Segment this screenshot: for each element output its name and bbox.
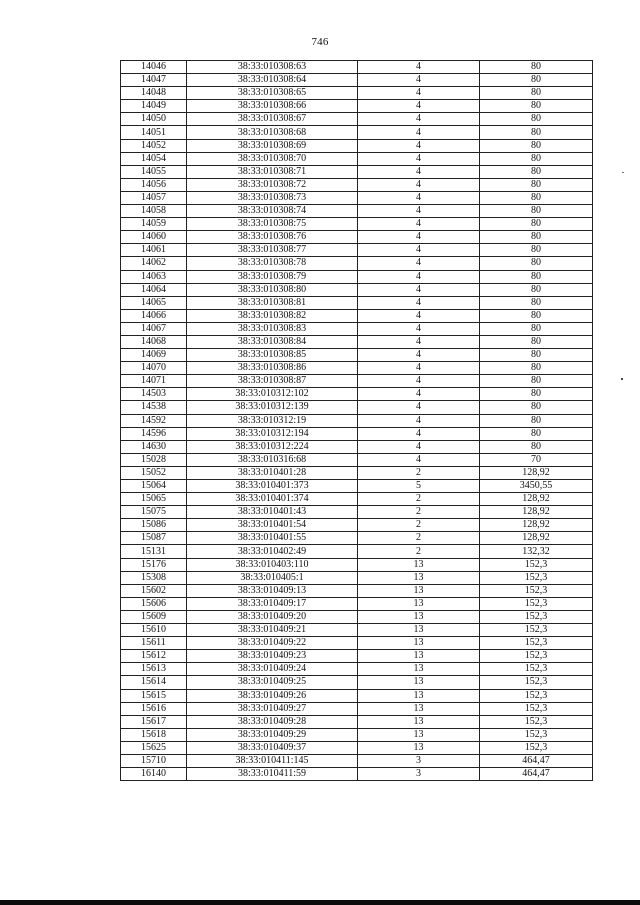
category-cell: 4 (358, 388, 480, 401)
value-cell: 80 (480, 322, 593, 335)
category-cell: 2 (358, 506, 480, 519)
category-cell: 4 (358, 322, 480, 335)
row-number-cell: 15710 (121, 754, 187, 767)
row-number-cell: 15616 (121, 702, 187, 715)
category-cell: 4 (358, 362, 480, 375)
cadastral-number-cell: 38:33:010409:23 (187, 650, 358, 663)
category-cell: 5 (358, 480, 480, 493)
row-number-cell: 14046 (121, 61, 187, 74)
cadastral-number-cell: 38:33:010411:59 (187, 768, 358, 781)
row-number-cell: 15065 (121, 493, 187, 506)
cadastral-number-cell: 38:33:010308:66 (187, 100, 358, 113)
cadastral-number-cell: 38:33:010409:20 (187, 610, 358, 623)
table-row (121, 427, 593, 440)
row-number-cell: 14063 (121, 270, 187, 283)
category-cell: 4 (358, 61, 480, 74)
cadastral-number-cell: 38:33:010308:76 (187, 231, 358, 244)
table-row (121, 506, 593, 519)
table-row (121, 702, 593, 715)
table-row (121, 741, 593, 754)
row-number-cell: 14050 (121, 113, 187, 126)
value-cell: 152,3 (480, 728, 593, 741)
table-row (121, 728, 593, 741)
table-row (121, 296, 593, 309)
row-number-cell: 15611 (121, 637, 187, 650)
category-cell: 4 (358, 296, 480, 309)
cadastral-number-cell: 38:33:010411:145 (187, 754, 358, 767)
value-cell: 80 (480, 270, 593, 283)
category-cell: 4 (358, 139, 480, 152)
value-cell: 80 (480, 283, 593, 296)
value-cell: 80 (480, 375, 593, 388)
table-row (121, 257, 593, 270)
cadastral-number-cell: 38:33:010409:21 (187, 624, 358, 637)
category-cell: 4 (358, 270, 480, 283)
row-number-cell: 15618 (121, 728, 187, 741)
row-number-cell: 15176 (121, 558, 187, 571)
cadastral-number-cell: 38:33:010401:55 (187, 532, 358, 545)
value-cell: 80 (480, 401, 593, 414)
table-row (121, 597, 593, 610)
row-number-cell: 15613 (121, 663, 187, 676)
value-cell: 80 (480, 126, 593, 139)
row-number-cell: 15606 (121, 597, 187, 610)
category-cell: 4 (358, 244, 480, 257)
table-row (121, 519, 593, 532)
row-number-cell: 14071 (121, 375, 187, 388)
cadastral-number-cell: 38:33:010308:70 (187, 152, 358, 165)
row-number-cell: 14052 (121, 139, 187, 152)
table-row (121, 650, 593, 663)
value-cell: 80 (480, 218, 593, 231)
table-row (121, 440, 593, 453)
category-cell: 13 (358, 558, 480, 571)
cadastral-number-cell: 38:33:010409:29 (187, 728, 358, 741)
cadastral-number-cell: 38:33:010312:19 (187, 414, 358, 427)
cadastral-number-cell: 38:33:010308:83 (187, 322, 358, 335)
cadastral-number-cell: 38:33:010308:68 (187, 126, 358, 139)
row-number-cell: 14630 (121, 440, 187, 453)
category-cell: 13 (358, 650, 480, 663)
row-number-cell: 15614 (121, 676, 187, 689)
table-row (121, 322, 593, 335)
table-row (121, 453, 593, 466)
table-row (121, 768, 593, 781)
scan-speck (621, 378, 623, 380)
cadastral-number-cell: 38:33:010312:224 (187, 440, 358, 453)
row-number-cell: 16140 (121, 768, 187, 781)
table-row (121, 610, 593, 623)
cadastral-number-cell: 38:33:010308:71 (187, 165, 358, 178)
table-row (121, 309, 593, 322)
table-row (121, 61, 593, 74)
value-cell: 80 (480, 205, 593, 218)
category-cell: 4 (358, 113, 480, 126)
value-cell: 128,92 (480, 506, 593, 519)
table-row (121, 663, 593, 676)
value-cell: 128,92 (480, 493, 593, 506)
value-cell: 80 (480, 152, 593, 165)
row-number-cell: 14048 (121, 87, 187, 100)
value-cell: 152,3 (480, 676, 593, 689)
row-number-cell: 15052 (121, 466, 187, 479)
value-cell: 464,47 (480, 754, 593, 767)
value-cell: 80 (480, 74, 593, 87)
cadastral-number-cell: 38:33:010403:110 (187, 558, 358, 571)
cadastral-number-cell: 38:33:010312:102 (187, 388, 358, 401)
table-row (121, 493, 593, 506)
registry-table (120, 60, 593, 781)
row-number-cell: 15086 (121, 519, 187, 532)
row-number-cell: 15064 (121, 480, 187, 493)
value-cell: 152,3 (480, 689, 593, 702)
value-cell: 80 (480, 440, 593, 453)
row-number-cell: 14062 (121, 257, 187, 270)
row-number-cell: 14538 (121, 401, 187, 414)
value-cell: 152,3 (480, 715, 593, 728)
category-cell: 4 (358, 100, 480, 113)
value-cell: 70 (480, 453, 593, 466)
table-row (121, 689, 593, 702)
row-number-cell: 14069 (121, 349, 187, 362)
category-cell: 4 (358, 309, 480, 322)
value-cell: 128,92 (480, 532, 593, 545)
category-cell: 13 (358, 597, 480, 610)
cadastral-number-cell: 38:33:010308:64 (187, 74, 358, 87)
row-number-cell: 15308 (121, 571, 187, 584)
category-cell: 13 (358, 624, 480, 637)
cadastral-number-cell: 38:33:010401:373 (187, 480, 358, 493)
table-row (121, 231, 593, 244)
category-cell: 4 (358, 126, 480, 139)
value-cell: 80 (480, 191, 593, 204)
cadastral-number-cell: 38:33:010409:22 (187, 637, 358, 650)
row-number-cell: 14070 (121, 362, 187, 375)
cadastral-number-cell: 38:33:010308:65 (187, 87, 358, 100)
category-cell: 13 (358, 584, 480, 597)
table-row (121, 178, 593, 191)
cadastral-number-cell: 38:33:010401:54 (187, 519, 358, 532)
row-number-cell: 15609 (121, 610, 187, 623)
value-cell: 80 (480, 257, 593, 270)
table-row (121, 139, 593, 152)
cadastral-number-cell: 38:33:010409:17 (187, 597, 358, 610)
value-cell: 152,3 (480, 584, 593, 597)
value-cell: 152,3 (480, 558, 593, 571)
category-cell: 3 (358, 768, 480, 781)
category-cell: 13 (358, 689, 480, 702)
table-row (121, 335, 593, 348)
table-row (121, 401, 593, 414)
table-row (121, 466, 593, 479)
table-row (121, 375, 593, 388)
category-cell: 4 (358, 152, 480, 165)
row-number-cell: 14066 (121, 309, 187, 322)
category-cell: 13 (358, 610, 480, 623)
value-cell: 80 (480, 349, 593, 362)
category-cell: 4 (358, 218, 480, 231)
value-cell: 464,47 (480, 768, 593, 781)
table-row (121, 532, 593, 545)
row-number-cell: 15028 (121, 453, 187, 466)
category-cell: 13 (358, 571, 480, 584)
cadastral-number-cell: 38:33:010308:85 (187, 349, 358, 362)
table-row (121, 283, 593, 296)
table-row (121, 754, 593, 767)
category-cell: 3 (358, 754, 480, 767)
page-number: 746 (311, 36, 329, 48)
scan-speck (622, 172, 624, 173)
row-number-cell: 14055 (121, 165, 187, 178)
cadastral-number-cell: 38:33:010401:374 (187, 493, 358, 506)
table-row (121, 218, 593, 231)
category-cell: 4 (358, 453, 480, 466)
category-cell: 4 (358, 205, 480, 218)
category-cell: 13 (358, 702, 480, 715)
value-cell: 80 (480, 362, 593, 375)
value-cell: 152,3 (480, 663, 593, 676)
scan-bottom-edge (0, 900, 640, 905)
table-row (121, 571, 593, 584)
table-row (121, 388, 593, 401)
table-row (121, 558, 593, 571)
table-row (121, 87, 593, 100)
value-cell: 152,3 (480, 624, 593, 637)
value-cell: 80 (480, 165, 593, 178)
row-number-cell: 15617 (121, 715, 187, 728)
value-cell: 80 (480, 113, 593, 126)
category-cell: 4 (358, 375, 480, 388)
value-cell: 80 (480, 244, 593, 257)
category-cell: 4 (358, 335, 480, 348)
row-number-cell: 14059 (121, 218, 187, 231)
value-cell: 80 (480, 231, 593, 244)
row-number-cell: 14592 (121, 414, 187, 427)
table-row (121, 126, 593, 139)
category-cell: 4 (358, 283, 480, 296)
row-number-cell: 14061 (121, 244, 187, 257)
row-number-cell: 14057 (121, 191, 187, 204)
value-cell: 80 (480, 139, 593, 152)
value-cell: 80 (480, 296, 593, 309)
cadastral-number-cell: 38:33:010308:84 (187, 335, 358, 348)
cadastral-number-cell: 38:33:010308:75 (187, 218, 358, 231)
value-cell: 80 (480, 100, 593, 113)
category-cell: 13 (358, 715, 480, 728)
value-cell: 128,92 (480, 519, 593, 532)
category-cell: 2 (358, 532, 480, 545)
registry-table-body (121, 61, 593, 781)
value-cell: 80 (480, 427, 593, 440)
cadastral-number-cell: 38:33:010409:13 (187, 584, 358, 597)
row-number-cell: 15610 (121, 624, 187, 637)
cadastral-number-cell: 38:33:010409:24 (187, 663, 358, 676)
cadastral-number-cell: 38:33:010409:37 (187, 741, 358, 754)
cadastral-number-cell: 38:33:010308:87 (187, 375, 358, 388)
cadastral-number-cell: 38:33:010308:79 (187, 270, 358, 283)
cadastral-number-cell: 38:33:010308:73 (187, 191, 358, 204)
value-cell: 80 (480, 388, 593, 401)
category-cell: 4 (358, 74, 480, 87)
cadastral-number-cell: 38:33:010308:67 (187, 113, 358, 126)
cadastral-number-cell: 38:33:010308:63 (187, 61, 358, 74)
row-number-cell: 14064 (121, 283, 187, 296)
category-cell: 13 (358, 676, 480, 689)
value-cell: 152,3 (480, 637, 593, 650)
category-cell: 4 (358, 427, 480, 440)
table-row (121, 113, 593, 126)
category-cell: 4 (358, 257, 480, 270)
table-row (121, 584, 593, 597)
table-row (121, 414, 593, 427)
value-cell: 152,3 (480, 610, 593, 623)
table-row (121, 270, 593, 283)
cadastral-number-cell: 38:33:010401:28 (187, 466, 358, 479)
table-row (121, 244, 593, 257)
cadastral-number-cell: 38:33:010316:68 (187, 453, 358, 466)
value-cell: 152,3 (480, 597, 593, 610)
table-row (121, 545, 593, 558)
value-cell: 152,3 (480, 571, 593, 584)
table-row (121, 624, 593, 637)
category-cell: 13 (358, 637, 480, 650)
table-row (121, 637, 593, 650)
value-cell: 128,92 (480, 466, 593, 479)
cadastral-number-cell: 38:33:010312:139 (187, 401, 358, 414)
table-row (121, 191, 593, 204)
value-cell: 80 (480, 414, 593, 427)
category-cell: 2 (358, 493, 480, 506)
category-cell: 2 (358, 545, 480, 558)
cadastral-number-cell: 38:33:010409:28 (187, 715, 358, 728)
table-row (121, 480, 593, 493)
row-number-cell: 14067 (121, 322, 187, 335)
cadastral-number-cell: 38:33:010308:77 (187, 244, 358, 257)
table-row (121, 349, 593, 362)
value-cell: 152,3 (480, 650, 593, 663)
value-cell: 80 (480, 178, 593, 191)
category-cell: 4 (358, 165, 480, 178)
value-cell: 152,3 (480, 741, 593, 754)
table-row (121, 152, 593, 165)
cadastral-number-cell: 38:33:010402:49 (187, 545, 358, 558)
category-cell: 4 (358, 191, 480, 204)
table-row (121, 205, 593, 218)
category-cell: 13 (358, 741, 480, 754)
row-number-cell: 14056 (121, 178, 187, 191)
cadastral-number-cell: 38:33:010401:43 (187, 506, 358, 519)
row-number-cell: 14054 (121, 152, 187, 165)
cadastral-number-cell: 38:33:010308:86 (187, 362, 358, 375)
category-cell: 2 (358, 466, 480, 479)
row-number-cell: 14596 (121, 427, 187, 440)
cadastral-number-cell: 38:33:010308:82 (187, 309, 358, 322)
cadastral-number-cell: 38:33:010308:80 (187, 283, 358, 296)
row-number-cell: 15131 (121, 545, 187, 558)
category-cell: 2 (358, 519, 480, 532)
row-number-cell: 15087 (121, 532, 187, 545)
value-cell: 132,32 (480, 545, 593, 558)
table-row (121, 715, 593, 728)
row-number-cell: 14065 (121, 296, 187, 309)
category-cell: 4 (358, 414, 480, 427)
row-number-cell: 14047 (121, 74, 187, 87)
category-cell: 4 (358, 178, 480, 191)
cadastral-number-cell: 38:33:010405:1 (187, 571, 358, 584)
category-cell: 4 (358, 349, 480, 362)
cadastral-number-cell: 38:33:010409:27 (187, 702, 358, 715)
table-row (121, 676, 593, 689)
category-cell: 4 (358, 87, 480, 100)
cadastral-number-cell: 38:33:010409:26 (187, 689, 358, 702)
category-cell: 4 (358, 231, 480, 244)
cadastral-number-cell: 38:33:010312:194 (187, 427, 358, 440)
value-cell: 80 (480, 309, 593, 322)
row-number-cell: 14060 (121, 231, 187, 244)
row-number-cell: 14051 (121, 126, 187, 139)
cadastral-number-cell: 38:33:010308:81 (187, 296, 358, 309)
value-cell: 3450,55 (480, 480, 593, 493)
value-cell: 80 (480, 335, 593, 348)
row-number-cell: 14503 (121, 388, 187, 401)
value-cell: 152,3 (480, 702, 593, 715)
cadastral-number-cell: 38:33:010308:74 (187, 205, 358, 218)
cadastral-number-cell: 38:33:010409:25 (187, 676, 358, 689)
table-row (121, 100, 593, 113)
row-number-cell: 15075 (121, 506, 187, 519)
row-number-cell: 14068 (121, 335, 187, 348)
cadastral-number-cell: 38:33:010308:72 (187, 178, 358, 191)
row-number-cell: 15625 (121, 741, 187, 754)
category-cell: 13 (358, 728, 480, 741)
category-cell: 4 (358, 401, 480, 414)
category-cell: 4 (358, 440, 480, 453)
row-number-cell: 15615 (121, 689, 187, 702)
table-row (121, 165, 593, 178)
cadastral-number-cell: 38:33:010308:69 (187, 139, 358, 152)
table-row (121, 74, 593, 87)
row-number-cell: 14058 (121, 205, 187, 218)
value-cell: 80 (480, 87, 593, 100)
table-row (121, 362, 593, 375)
row-number-cell: 14049 (121, 100, 187, 113)
value-cell: 80 (480, 61, 593, 74)
row-number-cell: 15612 (121, 650, 187, 663)
cadastral-number-cell: 38:33:010308:78 (187, 257, 358, 270)
category-cell: 13 (358, 663, 480, 676)
row-number-cell: 15602 (121, 584, 187, 597)
